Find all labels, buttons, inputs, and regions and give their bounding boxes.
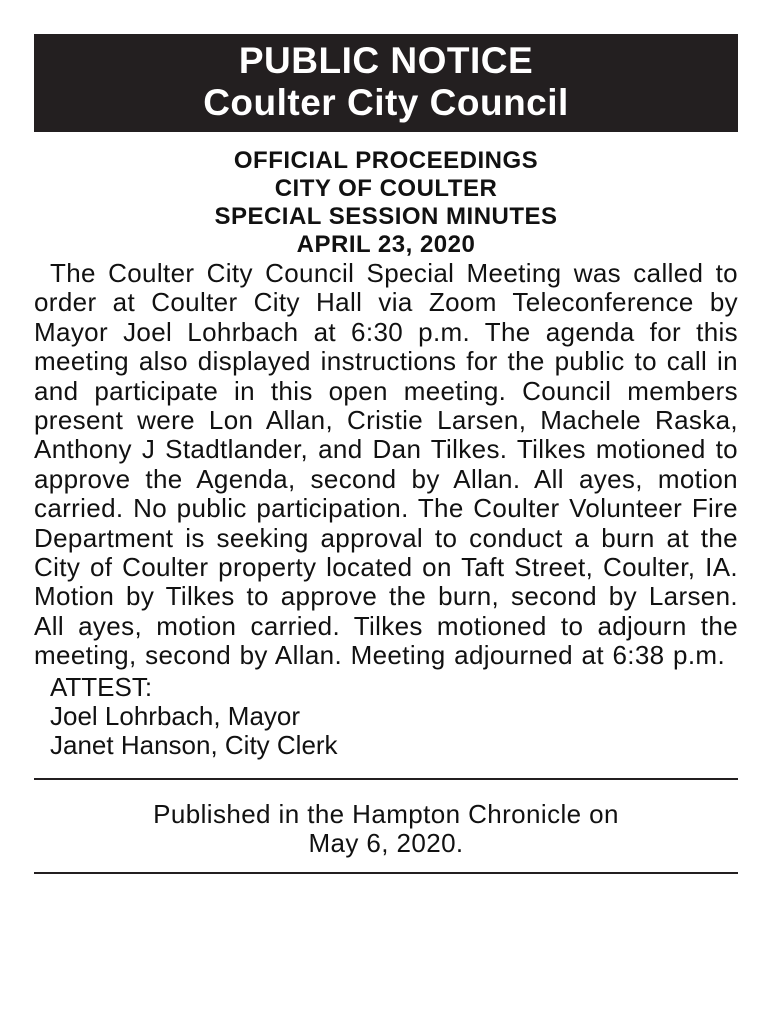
divider-top (34, 778, 738, 780)
heading-line-date: APRIL 23, 2020 (296, 231, 476, 258)
minutes-body: The Coulter City Council Special Meeting was called to order at Coulter City Hall via Zoom Teleconference by Mayor Joel Lohrbach at 6:30 p.m. The agenda for this meeting also displayed instructions for the public to call in and participate in this open meeting. Council members present were Lon Allan, Cristie Larsen, Machele Raska, Anthony J Stadtlander, and Dan Tilkes. Tilkes motioned to approve the Agenda, second by Allan. All ayes, motion carried. No public participation. The Coulter Volunteer Fire Department is seeking approval to conduct a burn at the City of Coulter property located on Taft Street, Coulter, IA. Motion by Tilkes to approve the burn, second by Larsen. All ayes, motion carried. Tilkes motioned to adjourn the meeting, second by Allan. Meeting adjourned at 6:38 p.m. (34, 258, 738, 671)
banner-title: PUBLIC NOTICE (238, 40, 534, 81)
publication-note (34, 800, 738, 858)
public-notice (34, 34, 738, 874)
publication-line-paper: Published in the Hampton Chronicle on (153, 798, 619, 829)
notice-banner (34, 34, 738, 132)
attest-block (34, 673, 738, 760)
banner-subtitle: Coulter City Council (203, 82, 569, 123)
proceedings-heading (34, 147, 738, 259)
heading-line-proceedings: OFFICIAL PROCEEDINGS (233, 147, 539, 174)
heading-line-session: SPECIAL SESSION MINUTES (214, 203, 558, 230)
attest-mayor: Joel Lohrbach, Mayor (50, 700, 301, 731)
divider-bottom (34, 872, 738, 874)
publication-line-date: May 6, 2020. (308, 827, 464, 858)
attest-label: ATTEST: (50, 671, 153, 702)
attest-clerk: Janet Hanson, City Clerk (50, 729, 338, 760)
heading-line-city: CITY OF COULTER (274, 175, 498, 202)
